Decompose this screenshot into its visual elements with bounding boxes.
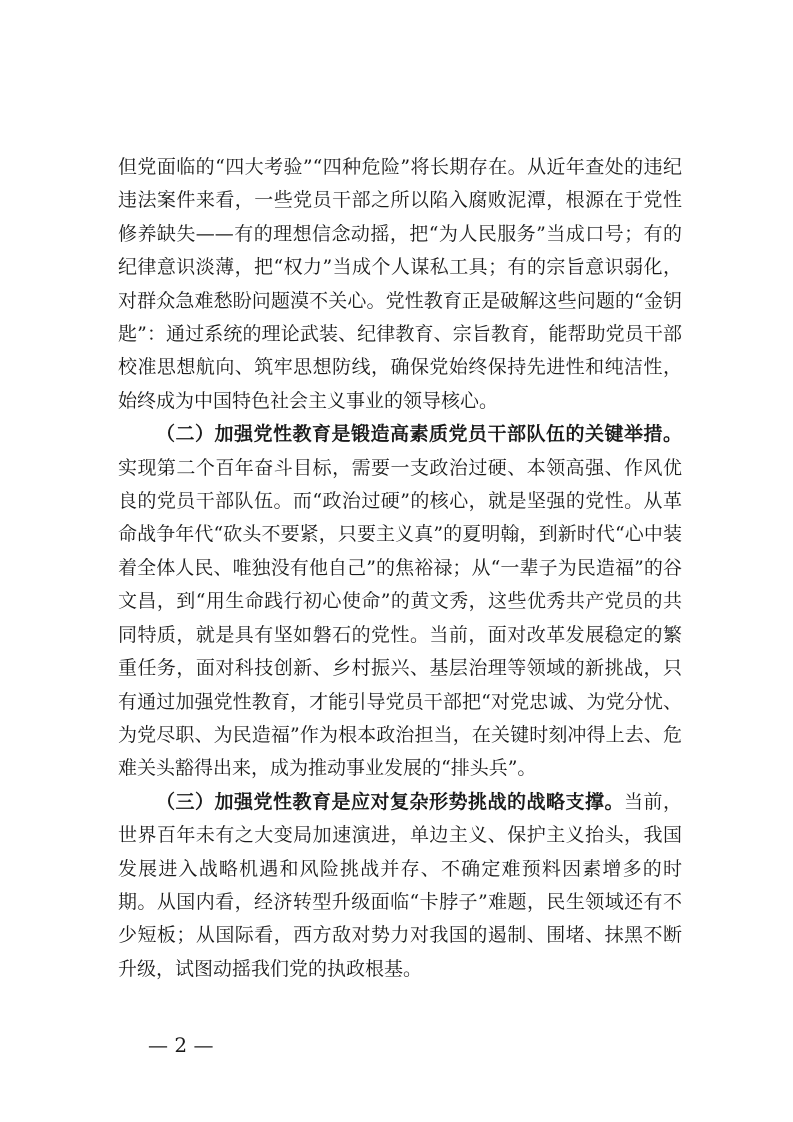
section-three-heading: （三）加强党性教育是应对复杂形势挑战的战略支撑。 [156, 790, 624, 813]
paragraph-text: 实现第二个百年奋斗目标，需要一支政治过硬、本领高强、作风优良的党员干部队伍。而“政治过硬”的核心，就是坚强的党性。从革命战争年代“砍头不要紧，只要主义真”的夏明翰，到新时代“心中装着全体人民、唯独没有他自己”的焦裕禄；从“一辈子为民造福”的谷文昌，到“用生命践行初心使命”的黄文秀，这些优秀共产党员的共同特质，就是具有坚如磐石的党性。当前，面对改革发展稳定的繁重任务，面对科技创新、乡村振兴、基层治理等领域的新挑战，只有通过加强党性教育，才能引导党员干部把“对党忠诚、为党分忧、为党尽职、为民造福”作为根本政治担当，在关键时刻冲得上去、危难关头豁得出来，成为推动事业发展的“排头兵”。 [118, 456, 682, 780]
document-body [118, 151, 682, 986]
section-two-heading: （二）加强党性教育是锻造高素质党员干部队伍的关键举措。 [156, 423, 682, 446]
paragraph-continuation [118, 151, 682, 418]
paragraph-section-three [118, 786, 682, 986]
page-number: — 2 — [148, 1033, 214, 1057]
paragraph-text: 当前，世界百年未有之大变局加速演进，单边主义、保护主义抬头，我国发展进入战略机遇和风险挑战并存、不确定难预料因素增多的时期。从国内看，经济转型升级面临“卡脖子”难题，民生领域还有不少短板；从国际看，西方敌对势力对我国的遏制、围堵、抹黑不断升级，试图动摇我们党的执政根基。 [118, 790, 682, 980]
paragraph-text: 但党面临的“四大考验”“四种危险”将长期存在。从近年查处的违纪违法案件来看，一些党员干部之所以陷入腐败泥潭，根源在于党性修养缺失——有的理想信念动摇，把“为人民服务”当成口号；有的纪律意识淡薄，把“权力”当成个人谋私工具；有的宗旨意识弱化，对群众急难愁盼问题漠不关心。党性教育正是破解这些问题的“金钥匙”：通过系统的理论武装、纪律教育、宗旨教育，能帮助党员干部校准思想航向、筑牢思想防线，确保党始终保持先进性和纯洁性，始终成为中国特色社会主义事业的领导核心。 [118, 156, 682, 412]
paragraph-section-two [118, 418, 682, 785]
